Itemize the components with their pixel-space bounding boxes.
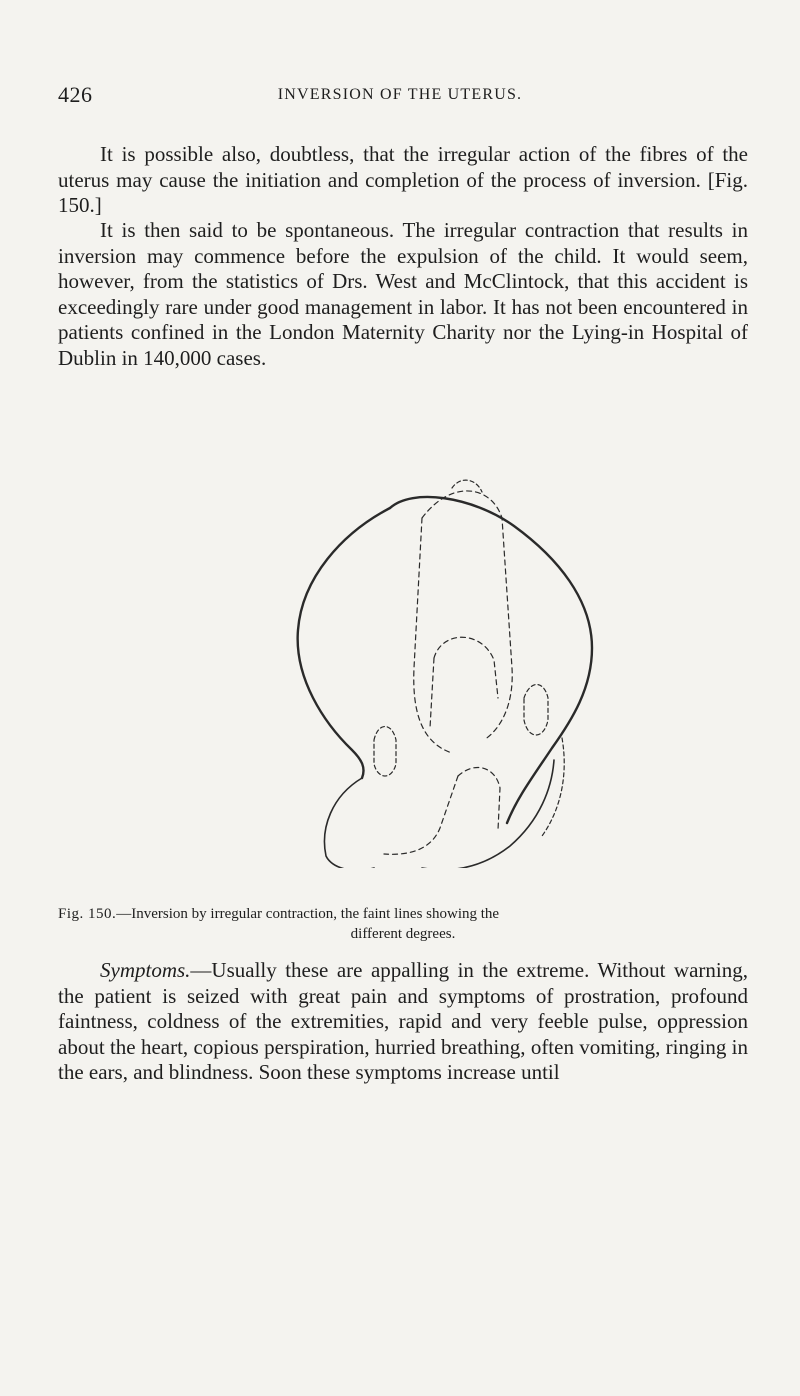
faint-line-medium-left (430, 658, 434, 728)
vaginal-wall-left (325, 778, 375, 868)
caption-text-2: different degrees. (350, 926, 456, 942)
page-header (0, 82, 800, 112)
faint-line-large-left (414, 518, 452, 753)
running-title: INVERSION OF THE UTERUS. (277, 86, 523, 103)
knob-left (374, 727, 396, 777)
caption-text: —Inversion by irregular contraction, the faint lines showing the (116, 906, 500, 922)
top-tip (452, 480, 482, 492)
knob-right (524, 685, 548, 736)
faint-line-medium (434, 637, 498, 698)
figure-label: Fig. 150. (58, 906, 117, 922)
paragraph-symptoms (58, 958, 748, 1086)
inner-wall-right (542, 738, 564, 836)
figure-caption (58, 904, 748, 944)
faint-line-large (422, 491, 512, 740)
cervix-curve-left (384, 776, 458, 854)
page-number: 426 (58, 82, 93, 107)
cervix-curve (458, 767, 500, 830)
paragraph-2: It is then said to be spontaneous. The irregular contraction that results in inversion may commence before the expulsion of the child. It would seem, however, from the statistics of Drs. West and McClintock, that this accident is exceedingly rare under good management in labor. It has not been encountered in patients confined in the London Maternity Charity nor the Lying-in Hospital of Dublin in 140,000 cases. (58, 218, 748, 370)
figure-uterus-inversion (262, 368, 632, 868)
symptoms-body: —Usually these are appalling in the extreme. Without warning, the patient is seized with great pain and symptoms of prostration, profound faintness, coldness of the extremities, rapid and very feeble pulse, oppression about the heart, copious perspiration, hurried breathing, often vomiting, ringing in the ears, and blindness. Soon these symptoms increase until (58, 958, 748, 1085)
symptoms-heading: Symptoms. (100, 958, 191, 982)
paragraph-1: It is possible also, doubtless, that the irregular action of the fibres of the uterus may cause the initiation and completion of the process of inversion. [Fig. 150.] (58, 142, 748, 218)
uterus-inversion-illustration (262, 368, 632, 868)
outer-contour-left (298, 508, 390, 778)
